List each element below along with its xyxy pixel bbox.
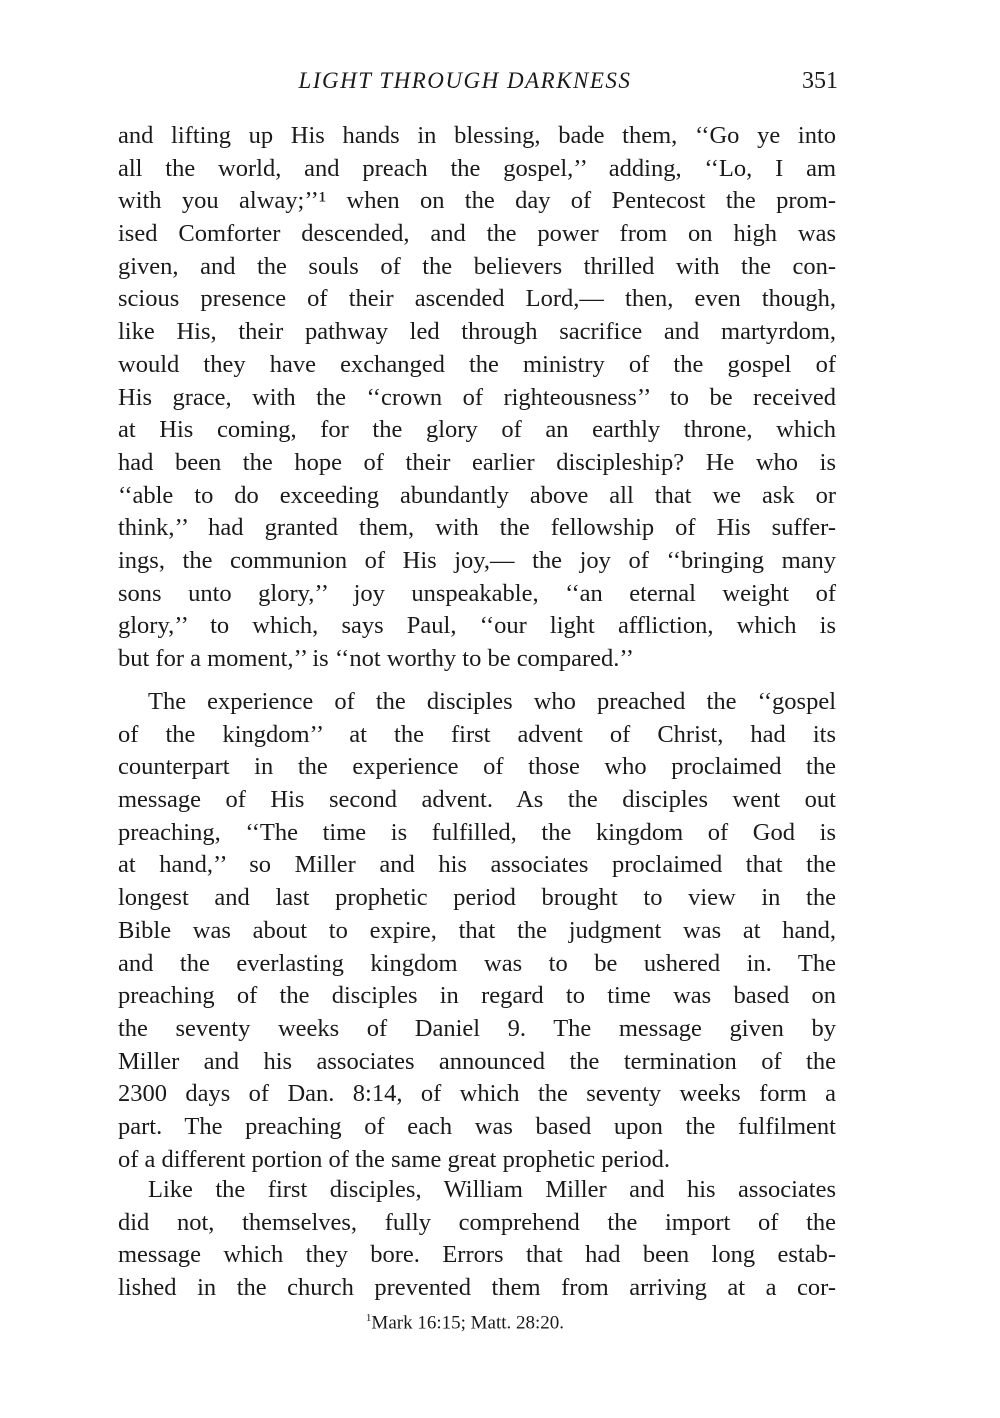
text-line: scious presence of their ascended Lord,— then, even though, bbox=[118, 285, 836, 313]
text-line: at His coming, for the glory of an earthly throne, which bbox=[118, 416, 836, 444]
text-line: and the everlasting kingdom was to be ushered in. The bbox=[118, 949, 836, 977]
text-line: preaching of the disciples in regard to time was based on bbox=[118, 982, 836, 1010]
footnote-text: Mark 16:15; Matt. 28:20. bbox=[371, 1312, 565, 1334]
text-line: like His, their pathway led through sacrifice and martyrdom, bbox=[118, 318, 836, 346]
text-line: had been the hope of their earlier discipleship? He who is bbox=[118, 448, 836, 476]
text-line: message of His second advent. As the disciples went out bbox=[118, 786, 836, 814]
text-line: the seventy weeks of Daniel 9. The message given by bbox=[118, 1014, 836, 1042]
text-line: Bible was about to expire, that the judgment was at hand, bbox=[118, 916, 836, 944]
text-line: but for a moment,’’ is ‘‘not worthy to be compared.’’ bbox=[118, 645, 634, 672]
text-line: glory,’’ to which, says Paul, ‘‘our light affliction, which is bbox=[118, 612, 836, 640]
paragraph-1 bbox=[118, 120, 836, 676]
text-line: and lifting up His hands in blessing, bade them, ‘‘Go ye into bbox=[118, 122, 836, 149]
text-line: Like the first disciples, William Miller and his associates bbox=[148, 1176, 836, 1203]
footnote bbox=[0, 1312, 930, 1334]
text-line: Miller and his associates announced the termination of the bbox=[118, 1047, 836, 1075]
text-line: think,’’ had granted them, with the fellowship of His suffer- bbox=[118, 514, 836, 542]
running-title: LIGHT THROUGH DARKNESS bbox=[298, 68, 632, 93]
text-line: of a different portion of the same great prophetic period. bbox=[118, 1145, 670, 1173]
text-line: 2300 days of Dan. 8:14, of which the seventy weeks form a bbox=[118, 1080, 836, 1108]
text-line: would they have exchanged the ministry of the gospel of bbox=[118, 350, 836, 378]
text-line: sons unto glory,’’ joy unspeakable, ‘‘an eternal weight of bbox=[118, 579, 836, 607]
text-line: ‘‘able to do exceeding abundantly above all that we ask or bbox=[118, 481, 836, 509]
text-line: longest and last prophetic period brought to view in the bbox=[118, 884, 836, 912]
text-line: of the kingdom’’ at the first advent of Christ, had its bbox=[118, 720, 836, 748]
text-line: message which they bore. Errors that had been long estab- bbox=[118, 1241, 836, 1269]
text-line: ings, the communion of His joy,— the joy of ‘‘bringing many bbox=[118, 546, 836, 574]
text-line: at hand,’’ so Miller and his associates proclaimed that the bbox=[118, 851, 836, 879]
text-line: part. The preaching of each was based upon the fulfilment bbox=[118, 1112, 836, 1140]
paragraph-3 bbox=[118, 1174, 836, 1305]
page-number: 351 bbox=[802, 68, 838, 94]
text-line: given, and the souls of the believers thrilled with the con- bbox=[118, 252, 836, 280]
text-line: lished in the church prevented them from arriving at a cor- bbox=[118, 1274, 836, 1302]
footnote-marker: 1 bbox=[365, 1312, 372, 1324]
text-line: did not, themselves, fully comprehend the import of the bbox=[118, 1208, 836, 1236]
text-line: The experience of the disciples who preached the ‘‘gospel bbox=[148, 688, 836, 715]
text-line: preaching, ‘‘The time is fulfilled, the kingdom of God is bbox=[118, 818, 836, 846]
text-line: counterpart in the experience of those who proclaimed the bbox=[118, 753, 836, 781]
text-line: with you alway;’’¹ when on the day of Pentecost the prom- bbox=[118, 187, 836, 215]
paragraph-2 bbox=[118, 686, 836, 1176]
text-line: all the world, and preach the gospel,’’ adding, ‘‘Lo, I am bbox=[118, 154, 836, 182]
text-line: ised Comforter descended, and the power from on high was bbox=[118, 220, 836, 248]
text-line: His grace, with the ‘‘crown of righteousness’’ to be received bbox=[118, 383, 836, 411]
